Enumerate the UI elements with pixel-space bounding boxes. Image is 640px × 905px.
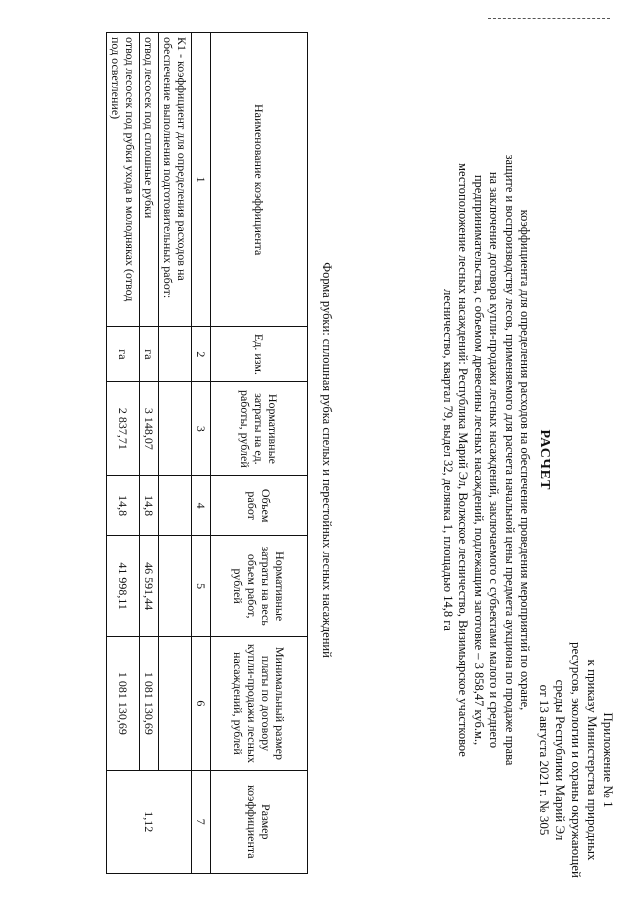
felling-form-subheading: Форма рубки: сплошная рубка спелых и перестойных лесных насаждений — [320, 262, 334, 658]
table-row — [140, 33, 159, 874]
row-total-cost: 41 998,11 — [107, 536, 140, 637]
column-number-row — [192, 33, 211, 874]
coefficient-table — [106, 32, 308, 874]
col-header-volume: Объем работ — [211, 476, 308, 536]
row-total-cost: 46 591,44 — [140, 536, 159, 637]
margin-dashed-line — [488, 18, 610, 20]
col-header-total-cost: Нормативные затраты на весь объем работ, рублей — [211, 536, 308, 637]
row-norm-cost: 3 148,07 — [140, 382, 159, 476]
row-unit: га — [107, 327, 140, 382]
row-name: отвод лесосек под сплошные рубки — [140, 33, 159, 327]
row-norm-cost — [159, 382, 192, 476]
heading-line: на заключение договора купли-продажи лесных насаждений, заключаемого с субъектами малого и среднего — [487, 171, 502, 749]
row-unit: га — [140, 327, 159, 382]
row-volume — [159, 476, 192, 536]
row-name: К1 - коэффициент для определения расходов на обеспечение выполнения подготовительных работ: — [159, 33, 192, 327]
column-number: 3 — [192, 382, 211, 476]
row-unit — [159, 327, 192, 382]
appendix-line: ресурсов, экологии и охраны окружающей — [569, 642, 584, 878]
column-number: 7 — [192, 770, 211, 873]
heading-line: коэффициента для определения расходов на обеспечение проведения мероприятий по охране, — [518, 209, 533, 711]
heading-line: лесничество, квартал 79, выдел 32, делянка 1, площадью 14,8 га — [441, 289, 455, 631]
appendix-line: от 13 августа 2021 г. № 305 — [537, 684, 552, 836]
appendix-line: среды Республики Марий Эл — [553, 679, 568, 841]
document-heading — [440, 60, 553, 860]
row-name: отвод лесосек под рубки ухода в молодняках (отвод под осветление) — [107, 33, 140, 327]
col-header-unit: Ед. изм. — [211, 327, 308, 382]
column-number: 2 — [192, 327, 211, 382]
heading-line: местоположение лесных насаждений: Республика Марий Эл, Волжское лесничество, Визимьярское участковое — [456, 163, 471, 757]
heading-line: предпринимательства, с объемом древесины лесных насаждений, подлежащим заготовке – 3 858,47 куб.м., — [472, 174, 486, 746]
col-header-norm-cost: Нормативные затраты на ед. работы, рублей — [211, 382, 308, 476]
row-min-payment: 1 081 130,69 — [140, 637, 159, 770]
row-min-payment — [159, 637, 192, 770]
appendix-line: к приказу Министерства природных — [585, 659, 600, 861]
row-total-cost — [159, 536, 192, 637]
document-title: РАСЧЕТ — [537, 429, 552, 491]
heading-line: защите и воспроизводству лесов, применяемого для расчета начальной цены предмета аукциона по продаже права — [503, 154, 517, 766]
row-min-payment: 1 081 130,69 — [107, 637, 140, 770]
table-row — [159, 33, 192, 874]
col-header-min-payment: Минимальный размер платы по договору купли-продажи лесных насаждений, рублей — [211, 637, 308, 770]
row-volume: 14,8 — [107, 476, 140, 536]
table-row — [107, 33, 140, 874]
column-number: 6 — [192, 637, 211, 770]
coefficient-value: 1,12 — [107, 770, 192, 873]
col-header-coefficient: Размер коэффициента — [211, 770, 308, 873]
row-norm-cost: 2 837,71 — [107, 382, 140, 476]
table-header-row — [211, 33, 308, 874]
column-number: 5 — [192, 536, 211, 637]
col-header-name: Наименование коэффициента — [211, 33, 308, 327]
appendix-line: Приложение № 1 — [601, 712, 616, 808]
column-number: 1 — [192, 33, 211, 327]
row-volume: 14,8 — [140, 476, 159, 536]
column-number: 4 — [192, 476, 211, 536]
